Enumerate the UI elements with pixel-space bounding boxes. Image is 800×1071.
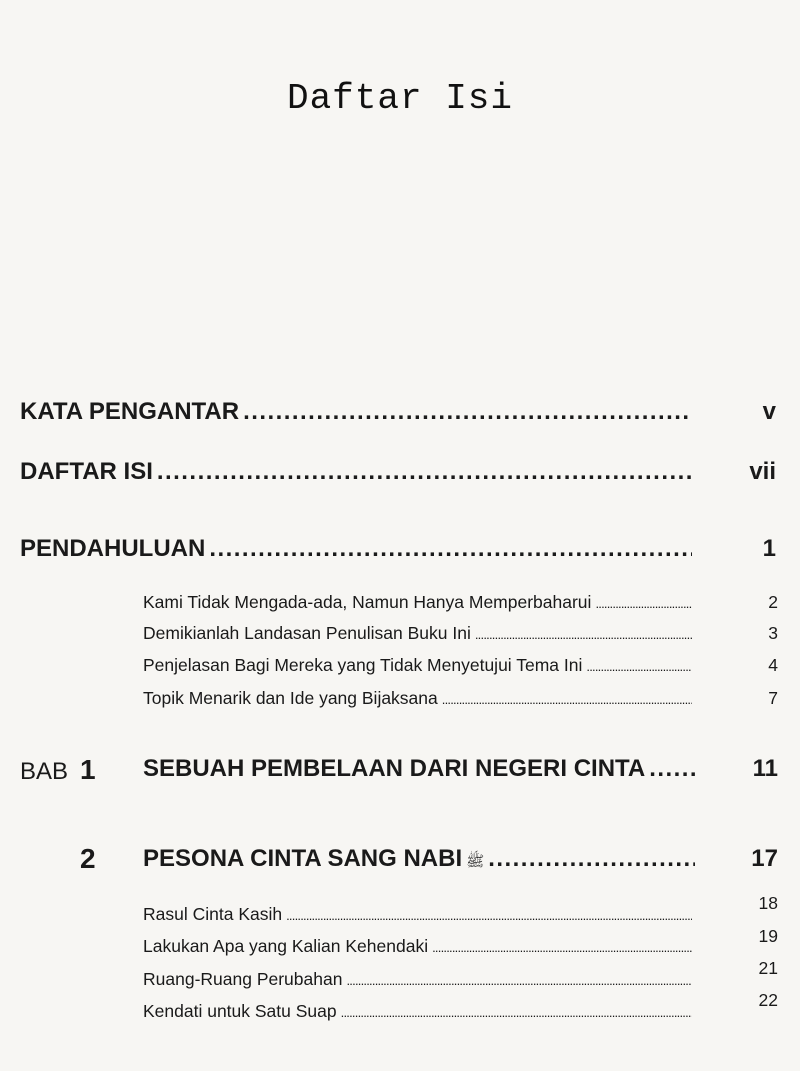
toc-page-number: 21 — [758, 958, 778, 978]
chapter-title: PESONA CINTA SANG NABI — [143, 845, 463, 872]
toc-page-number: 3 — [768, 623, 778, 643]
toc-subentry-label: Kendati untuk Satu Suap — [143, 1001, 337, 1021]
toc-subentry[interactable] — [143, 904, 692, 925]
toc-subentry[interactable] — [143, 936, 692, 957]
dot-leader — [442, 688, 692, 709]
toc-subentry-label: Rasul Cinta Kasih — [143, 904, 283, 924]
toc-subentry-label: Topik Menarik dan Ide yang Bijaksana — [143, 688, 438, 708]
dot-leader — [243, 398, 692, 426]
toc-subentry[interactable] — [143, 688, 692, 709]
toc-subentry-label: Penjelasan Bagi Mereka yang Tidak Menyetujui Tema Ini — [143, 655, 583, 675]
toc-page-number: 2 — [768, 592, 778, 612]
toc-entry-label: PENDAHULUAN — [20, 535, 206, 562]
dot-leader — [432, 936, 692, 957]
dot-leader — [595, 592, 692, 613]
toc-page-number: 11 — [752, 755, 778, 782]
dot-leader — [157, 458, 692, 486]
dot-leader — [586, 655, 692, 676]
page-title: Daftar Isi — [286, 78, 514, 119]
toc-subentry[interactable] — [143, 969, 692, 990]
toc-page-number: v — [762, 398, 776, 425]
toc-subentry[interactable] — [143, 655, 692, 676]
chapter-title: SEBUAH PEMBELAAN DARI NEGERI CINTA — [143, 755, 646, 782]
chapter-number: 2 — [80, 843, 96, 874]
dot-leader — [346, 969, 692, 990]
toc-subentry-label: Kami Tidak Mengada-ada, Namun Hanya Memperbaharui — [143, 592, 592, 612]
toc-chapter-2[interactable] — [143, 845, 695, 874]
toc-entry-daftar-isi[interactable] — [20, 458, 692, 486]
toc-entry-label: KATA PENGANTAR — [20, 398, 240, 425]
toc-page-number: 18 — [758, 893, 778, 913]
toc-page-number: 22 — [758, 990, 778, 1010]
toc-page-number: 19 — [758, 926, 778, 946]
toc-entry-kata-pengantar[interactable] — [20, 398, 692, 426]
dot-leader — [488, 845, 695, 873]
toc-page-number: 17 — [751, 845, 778, 872]
toc-chapter-1[interactable] — [143, 755, 695, 783]
toc-subentry-label: Ruang-Ruang Perubahan — [143, 969, 343, 989]
toc-subentry[interactable] — [143, 592, 692, 613]
dot-leader — [649, 755, 695, 783]
toc-page-number: vii — [749, 458, 776, 485]
bab-label: BAB — [20, 758, 69, 785]
toc-subentry[interactable] — [143, 623, 692, 644]
dot-leader — [341, 1001, 692, 1022]
chapter-number: 1 — [80, 754, 96, 785]
dot-leader — [209, 535, 692, 563]
toc-page-number: 7 — [768, 688, 778, 708]
dot-leader — [475, 623, 692, 644]
honorific-glyph: ﷺ — [466, 853, 485, 870]
toc-subentry-label: Demikianlah Landasan Penulisan Buku Ini — [143, 623, 471, 643]
toc-subentry-label: Lakukan Apa yang Kalian Kehendaki — [143, 936, 429, 956]
toc-subentry[interactable] — [143, 1001, 692, 1022]
dot-leader — [286, 904, 692, 925]
toc-page-number: 4 — [768, 655, 778, 675]
toc-entry-pendahuluan[interactable] — [20, 535, 692, 563]
toc-entry-label: DAFTAR ISI — [20, 458, 153, 485]
toc-page-number: 1 — [762, 535, 776, 562]
